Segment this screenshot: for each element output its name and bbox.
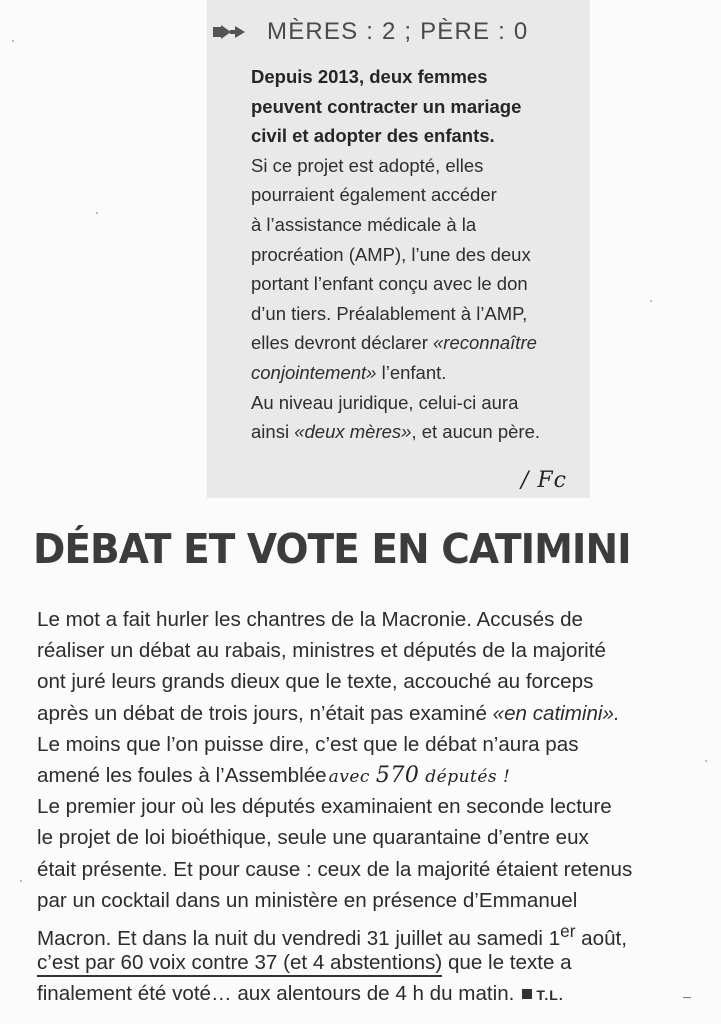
article-line xyxy=(37,978,705,1009)
sidebar-line: à l’assistance médicale à la xyxy=(251,213,477,235)
sidebar-line: pourraient également accéder xyxy=(251,184,497,206)
sidebar-line: procréation (AMP), l’une des deux xyxy=(251,243,531,265)
sidebar-quote: conjointement» xyxy=(251,361,377,383)
article-text-run: après un débat de trois jours, n’était pas examiné xyxy=(37,701,493,725)
sidebar-quote: «deux mères» xyxy=(294,421,412,443)
scan-speck xyxy=(12,40,14,42)
article-body xyxy=(37,604,705,1009)
sidebar-text-run: , et aucun père. xyxy=(411,421,540,443)
article-line: Le mot a fait hurler les chantres de la Macronie. Accusés de xyxy=(37,608,584,631)
scan-speck xyxy=(650,300,652,302)
sidebar-text-run: ainsi xyxy=(251,421,295,443)
article-line: réaliser un débat au rabais, ministres et députés de la majorité xyxy=(37,639,606,663)
sidebar-lead-line: civil et adopter des enfants. xyxy=(251,125,495,147)
handwritten-underline-text: c’est par 60 voix contre 37 (et 4 abstentions) xyxy=(37,951,442,977)
handwritten-annotation xyxy=(328,762,511,788)
article-text-run: finalement été voté… aux alentours de 4 h du matin. xyxy=(37,982,515,1006)
article-text-run: Macron. Et dans la nuit du vendredi 31 juillet au samedi 1 xyxy=(37,926,561,950)
article-headline: DÉBAT ET VOTE EN CATIMINI xyxy=(33,526,631,574)
handwritten-text: avec xyxy=(328,766,376,787)
sidebar-lead-line: peuvent contracter un mariage xyxy=(251,95,522,117)
scan-mark xyxy=(683,997,691,998)
double-arrow-icon xyxy=(213,25,247,39)
end-square-icon xyxy=(522,989,532,999)
article-line: le projet de loi bioéthique, seule une quarantaine d’entre eux xyxy=(37,826,589,850)
sidebar-text-run: elles devront déclarer xyxy=(251,332,434,354)
article-quote: «en catimini». xyxy=(492,701,620,725)
scan-speck xyxy=(20,880,22,882)
article-line: ont juré leurs grands dieux que le texte, accouché au forceps xyxy=(37,670,594,694)
sidebar-line: portant l’enfant conçu avec le don xyxy=(251,273,528,295)
sidebar-header xyxy=(213,17,528,47)
scan-speck xyxy=(96,212,98,214)
superscript-er: er xyxy=(560,920,576,941)
article-text-run: amené les foules à l’Assemblée xyxy=(37,763,327,787)
author-signature: T.L. xyxy=(536,987,564,1004)
article-line: Le moins que l’on puisse dire, c’est que le débat n’aura pas xyxy=(37,732,579,756)
article-line: Le premier jour où les députés examinaient en seconde lecture xyxy=(37,795,612,819)
sidebar-line xyxy=(251,417,591,447)
sidebar-line xyxy=(251,358,591,388)
sidebar-box xyxy=(207,0,590,498)
sidebar-line: d’un tiers. Préalablement à l’AMP, xyxy=(251,302,528,324)
article-line xyxy=(37,760,705,791)
article-line xyxy=(37,916,705,950)
article-line xyxy=(37,947,705,978)
sidebar-title: MÈRES : 2 ; PÈRE : 0 xyxy=(267,18,529,45)
sidebar-line xyxy=(251,328,591,358)
handwritten-note: / Fc xyxy=(521,468,567,493)
sidebar-text-run: l’enfant. xyxy=(376,361,447,383)
article-text-run: que le texte a xyxy=(442,951,572,975)
handwritten-number: 570 xyxy=(375,762,420,788)
sidebar-lead-line: Depuis 2013, deux femmes xyxy=(251,66,488,87)
article-line xyxy=(37,698,705,729)
handwritten-text: députés ! xyxy=(419,766,511,787)
sidebar-line: Au niveau juridique, celui-ci aura xyxy=(251,391,519,413)
sidebar-quote: «reconnaître xyxy=(433,332,537,354)
article-line: par un cocktail dans un ministère en présence d’Emmanuel xyxy=(37,888,578,912)
sidebar-text xyxy=(251,62,591,447)
scan-speck xyxy=(705,760,707,762)
article-line: était présente. Et pour cause : ceux de la majorité étaient retenus xyxy=(37,857,633,881)
sidebar-line: Si ce projet est adopté, elles xyxy=(251,154,484,176)
article-text-run: août, xyxy=(575,926,627,950)
